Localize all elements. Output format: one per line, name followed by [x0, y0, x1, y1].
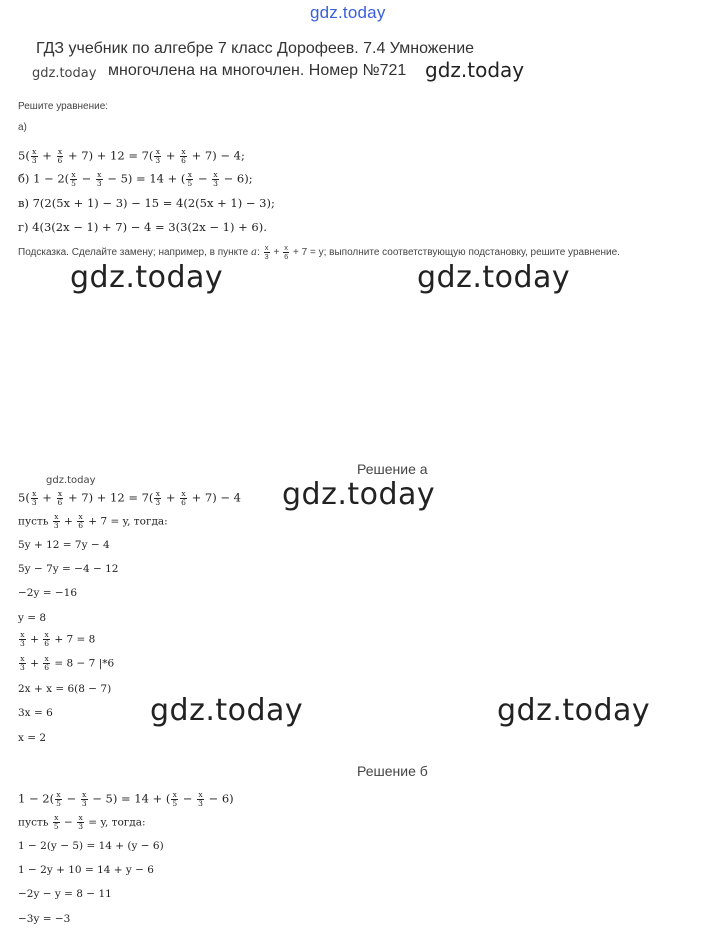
page-title-line1: ГДЗ учебник по алгебре 7 класс Дорофеев. 7.4 Умножение — [36, 40, 475, 57]
equation-d: г) 4(3(2x − 1) + 7) − 4 = 3(3(2x − 1) + 6). — [18, 220, 267, 234]
site-logo[interactable]: gdz.today — [310, 3, 386, 22]
solution-a-step: 2x + x = 6(8 − 7) — [18, 683, 112, 695]
solution-b-step: −2y − y = 8 − 11 — [18, 888, 112, 900]
watermark: gdz.today — [417, 260, 571, 295]
equation-a: 5( $\frac{x}{3}$ + $\frac{x}{6}$ + 7) + 12 = 7( $\frac{x}{3}$ + $\frac{x}{6}$ + 7) − 4; — [18, 147, 245, 165]
task-intro: Решите уравнение: — [18, 101, 109, 112]
solution-a-step: 5y + 12 = 7y − 4 — [18, 539, 110, 551]
watermark: gdz.today — [282, 477, 436, 512]
hint: Подсказка. Сделайте замену; например, в пункте a: $\frac{x}{3}$ + $\frac{x}{6}$ + 7 = y; выполните соответствующую подстановку, решите уравнение. — [18, 243, 620, 261]
solution-a-step: $\frac{x}{3}$ + $\frac{x}{6}$ = 8 − 7 |*6 — [20, 654, 115, 672]
watermark: gdz.today — [150, 693, 304, 728]
watermark: gdz.today — [70, 260, 224, 295]
solution-a-equation: 5( $\frac{x}{3}$ + $\frac{x}{6}$ + 7) + 12 = 7( $\frac{x}{3}$ + $\frac{x}{6}$ + 7) − 4 — [18, 489, 241, 507]
solution-b-step: 1 − 2y + 10 = 14 + y − 6 — [18, 864, 154, 876]
watermark: gdz.today — [425, 58, 525, 82]
solution-b-equation: 1 − 2( $\frac{x}{5}$ − $\frac{x}{3}$ − 5) = 14 + ( $\frac{x}{5}$ − $\frac{x}{3}$ − 6) — [18, 790, 234, 808]
solution-a-step: y = 8 — [18, 612, 47, 624]
solution-a-step: 3x = 6 — [18, 707, 53, 719]
solution-b-step: 1 − 2(y − 5) = 14 + (y − 6) — [18, 840, 164, 852]
page-title-line2: многочлена на многочлен. Номер №721 — [108, 62, 407, 79]
solution-a-heading: Решение а — [357, 461, 428, 477]
watermark: gdz.today — [46, 475, 96, 486]
solution-a-substitution: пусть $\frac{x}{3}$ + $\frac{x}{6}$ + 7 = y, тогда: — [18, 512, 168, 530]
solution-a-step: $\frac{x}{3}$ + $\frac{x}{6}$ + 7 = 8 — [20, 630, 96, 648]
solution-a-step: −2y = −16 — [18, 587, 78, 599]
solution-b-heading: Решение б — [357, 763, 428, 779]
solution-b-substitution: пусть $\frac{x}{5}$ − $\frac{x}{3}$ = y, тогда: — [18, 813, 146, 831]
solution-a-step: 5y − 7y = −4 − 12 — [18, 563, 119, 575]
part-a-label: а) — [18, 122, 27, 133]
solution-a-step: x = 2 — [18, 732, 47, 744]
watermark: gdz.today — [497, 693, 651, 728]
solution-b-step: −3y = −3 — [18, 913, 71, 925]
watermark: gdz.today — [32, 66, 97, 81]
equation-c: в) 7(2(5x + 1) − 3) − 15 = 4(2(5x + 1) − 3); — [18, 196, 275, 210]
equation-b: б) 1 − 2( $\frac{x}{5}$ − $\frac{x}{3}$ − 5) = 14 + ( $\frac{x}{5}$ − $\frac{x}{3}$ − 6); — [18, 170, 253, 188]
